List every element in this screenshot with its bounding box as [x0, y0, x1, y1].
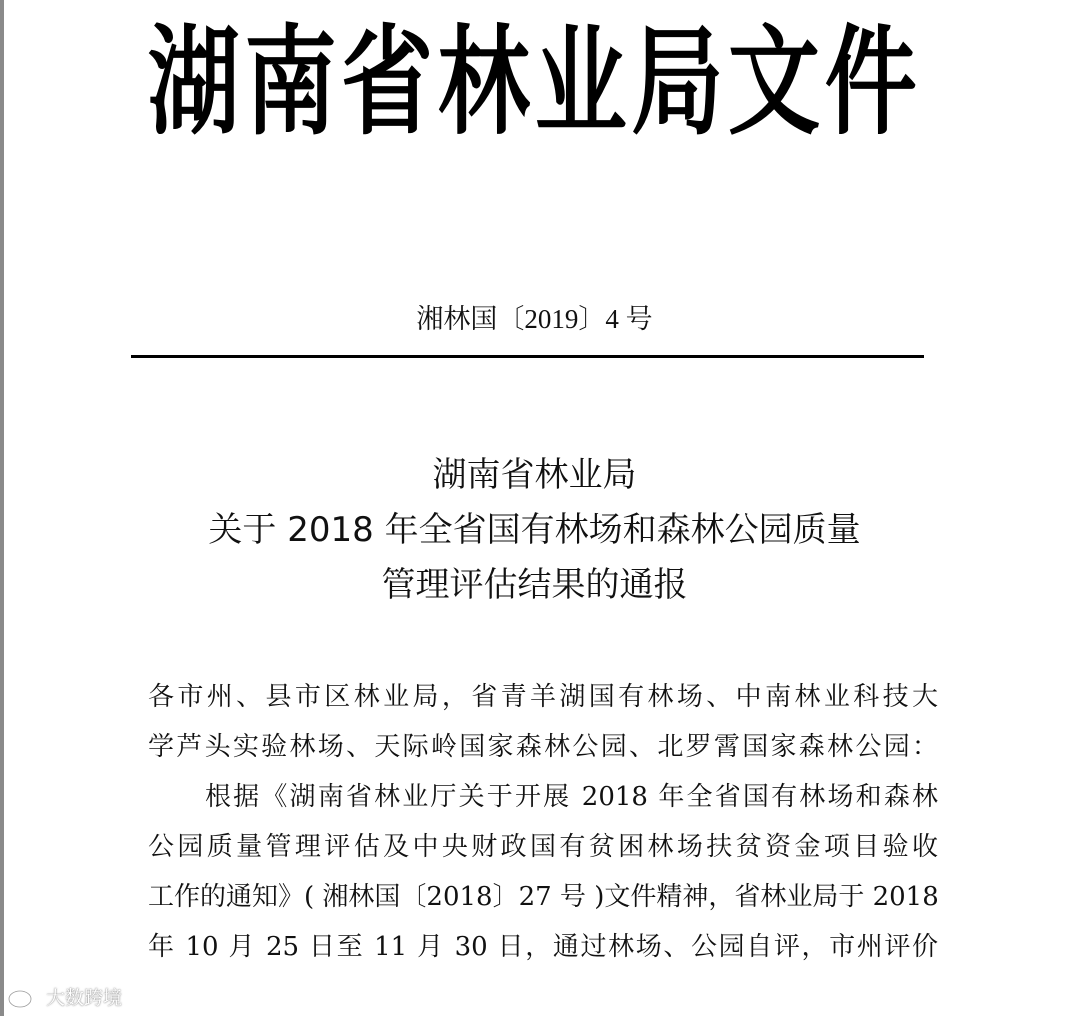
title-line-subject: 关于 2018 年全省国有林场和森林公园质量	[208, 510, 861, 550]
document-title	[0, 448, 1069, 613]
body-line: 年 10 月 25 日至 11 月 30 日，通过林场、公园自评，市州评价	[148, 932, 938, 962]
body-line: 工作的通知》( 湘林国〔2018〕27 号 )文件精神，省林业局于 2018	[148, 882, 939, 912]
watermark-text: 大数跨境	[46, 987, 123, 1009]
masthead-divider	[131, 355, 924, 358]
weibo-logo-icon	[6, 985, 40, 1009]
watermark	[6, 983, 122, 1010]
body-line: 根据《湖南省林业厅关于开展 2018 年全省国有林场和森林	[205, 782, 938, 812]
title-line-issuer: 湖南省林业局	[432, 455, 637, 495]
body-line: 公园质量管理评估及中央财政国有贫困林场扶贫资金项目验收	[148, 832, 938, 862]
document-number: 湘林国〔2019〕4 号	[416, 304, 653, 334]
document-body	[148, 672, 948, 972]
title-line-subject-end: 管理评估结果的通报	[381, 565, 688, 605]
body-line: 学芦头实验林场、天际岭国家森林公园、北罗霄国家森林公园：	[148, 732, 938, 762]
body-line: 各市州、县市区林业局，省青羊湖国有林场、中南林业科技大	[148, 682, 938, 712]
document-masthead: 湖南省林业局文件	[147, 13, 922, 151]
